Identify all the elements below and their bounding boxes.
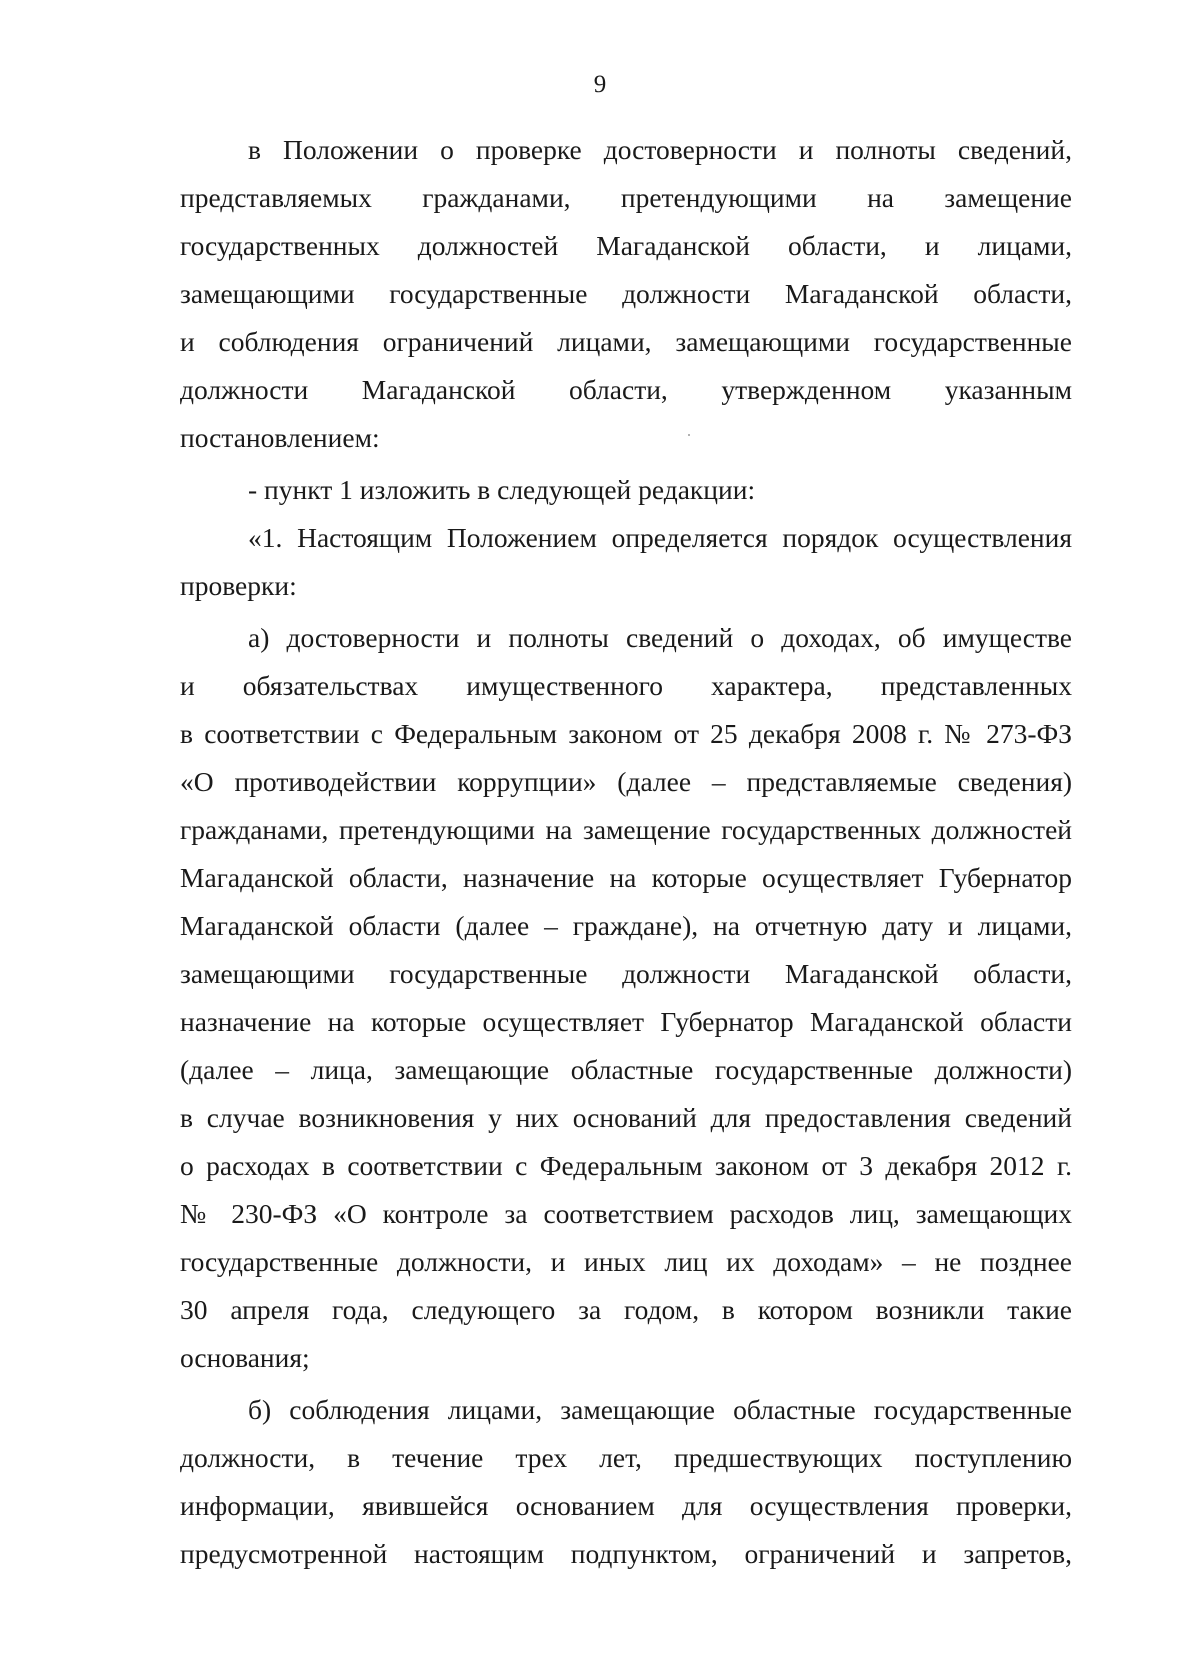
text-line: замещающими государственные должности Магаданской области, bbox=[180, 958, 1072, 989]
text-line: 30 апреля года, следующего за годом, в котором возникли такие bbox=[180, 1294, 1072, 1325]
text-line: о расходах в соответствии с Федеральным законом от 3 декабря 2012 г. bbox=[180, 1150, 1072, 1181]
text-line: - пункт 1 изложить в следующей редакции: bbox=[248, 474, 756, 505]
document-body bbox=[180, 126, 1072, 1578]
text-line: «О противодействии коррупции» (далее – представляемые сведения) bbox=[180, 766, 1072, 797]
text-line: замещающими государственные должности Магаданской области, bbox=[180, 278, 1072, 309]
text-line: б) соблюдения лицами, замещающие областные государственные bbox=[248, 1394, 1072, 1425]
text-line: предусмотренной настоящим подпунктом, ограничений и запретов, bbox=[180, 1538, 1072, 1569]
text-line: государственных должностей Магаданской области, и лицами, bbox=[180, 230, 1072, 261]
text-line: гражданами, претендующими на замещение государственных должностей bbox=[180, 814, 1072, 845]
text-line: представляемых гражданами, претендующими на замещение bbox=[180, 182, 1072, 213]
text-line: Магаданской области, назначение на которые осуществляет Губернатор bbox=[180, 862, 1072, 893]
text-line: проверки: bbox=[180, 570, 297, 601]
text-line: назначение на которые осуществляет Губернатор Магаданской области bbox=[180, 1006, 1072, 1037]
text-line: информации, явившейся основанием для осуществления проверки, bbox=[180, 1490, 1072, 1521]
text-line: государственные должности, и иных лиц их доходам» – не позднее bbox=[180, 1246, 1072, 1277]
text-line: основания; bbox=[180, 1342, 310, 1373]
text-line: в Положении о проверке достоверности и полноты сведений, bbox=[248, 134, 1072, 165]
text-line: а) достоверности и полноты сведений о доходах, об имуществе bbox=[248, 622, 1072, 653]
text-line: № 230-ФЗ «О контроле за соответствием расходов лиц, замещающих bbox=[180, 1198, 1072, 1229]
page-number: 9 bbox=[593, 71, 607, 98]
text-line: и обязательствах имущественного характера, представленных bbox=[180, 670, 1072, 701]
text-line: должности, в течение трех лет, предшествующих поступлению bbox=[180, 1442, 1072, 1473]
text-line: должности Магаданской области, утвержденном указанным bbox=[180, 374, 1072, 405]
text-line: и соблюдения ограничений лицами, замещающими государственные bbox=[180, 326, 1072, 357]
text-line: в соответствии с Федеральным законом от 25 декабря 2008 г. № 273-ФЗ bbox=[180, 718, 1072, 749]
text-line: Магаданской области (далее – граждане), на отчетную дату и лицами, bbox=[180, 910, 1072, 941]
text-line: (далее – лица, замещающие областные государственные должности) bbox=[180, 1054, 1072, 1085]
text-line: в случае возникновения у них оснований для предоставления сведений bbox=[180, 1102, 1072, 1133]
text-line: постановлением: bbox=[180, 422, 380, 453]
text-line: «1. Настоящим Положением определяется порядок осуществления bbox=[248, 522, 1072, 553]
